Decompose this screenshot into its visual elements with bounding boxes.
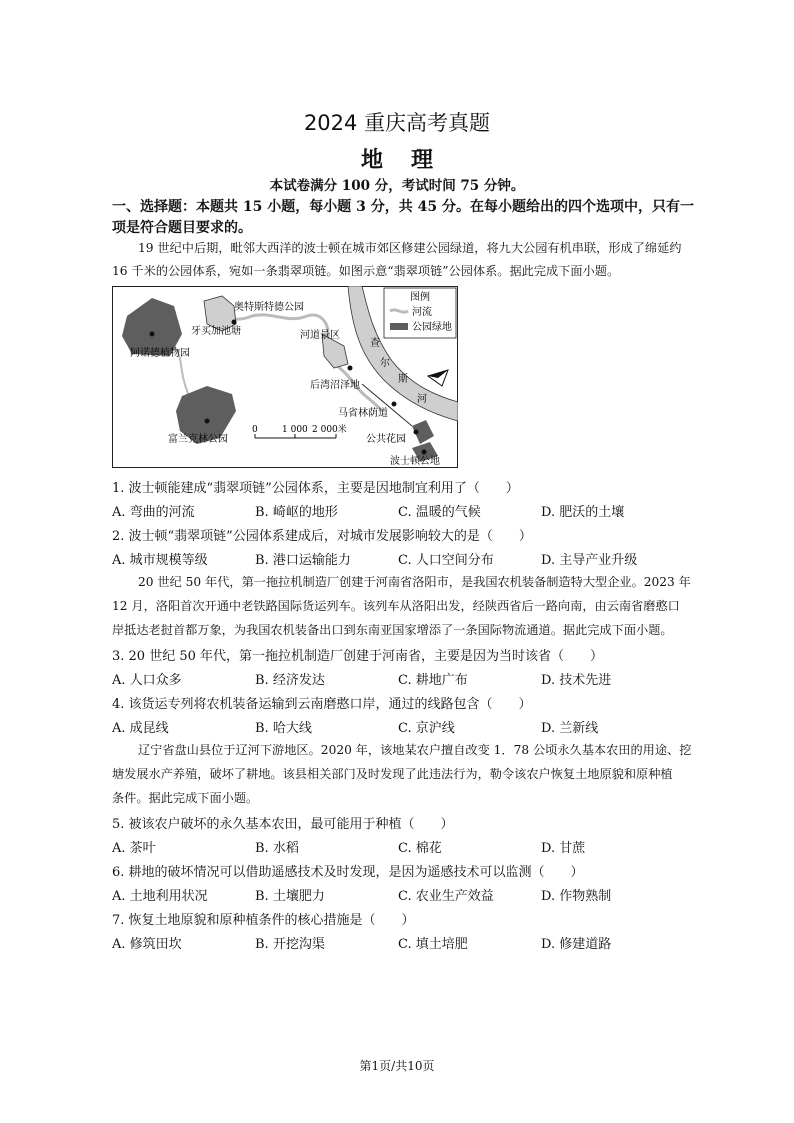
label-riverway: 河道景区 (300, 330, 340, 341)
q5-option-c[interactable]: C. 棉花 (398, 841, 442, 856)
q6-option-b[interactable]: B. 土壤肥力 (255, 889, 325, 904)
q4-stem: 4. 该货运专列将农机装备运输到云南磨憨口岸，通过的线路包含（ ） (112, 697, 532, 712)
section-heading-line2: 项是符合题目要求的。 (112, 220, 252, 236)
q1-option-c[interactable]: C. 温暖的气候 (398, 505, 481, 520)
scale-label-1000: 1 000 (282, 425, 308, 435)
passage1-line2: 16 千米的公园体系，宛如一条翡翠项链。如图示意“翡翠项链”公园体系。据此完成下面小题。 (112, 264, 620, 278)
q2-option-a[interactable]: A. 城市规模等级 (112, 553, 208, 568)
label-franklin: 富兰克林公园 (168, 434, 228, 445)
label-mall: 马省林荫道 (338, 408, 388, 419)
q5-option-b[interactable]: B. 水稻 (255, 841, 299, 856)
q1-option-a[interactable]: A. 弯曲的河流 (112, 505, 195, 520)
legend-park: 公园绿地 (412, 322, 452, 333)
label-jamaica: 牙买加池塘 (191, 326, 241, 337)
exam-title: 2024 重庆高考真题 (303, 111, 491, 135)
q1-option-d[interactable]: D. 肥沃的土壤 (541, 505, 625, 520)
scale-label-0: 0 (252, 425, 258, 435)
q7-option-b[interactable]: B. 开挖沟渠 (255, 937, 325, 952)
section-heading-line1: 一、选择题：本题共 15 小题，每小题 3 分，共 45 分。在每小题给出的四个选项中，只有一 (112, 199, 694, 215)
subject-title: 地理 (360, 147, 461, 173)
passage3-line3: 条件。据此完成下面小题。 (112, 791, 259, 805)
q7-option-c[interactable]: C. 填土培肥 (398, 937, 468, 952)
q4-option-a[interactable]: A. 成昆线 (112, 721, 169, 736)
q2-stem: 2. 波士顿“翡翠项链”公园体系建成后，对城市发展影响较大的是（ ） (112, 529, 532, 544)
label-arnold: 阿诺德植物园 (130, 348, 190, 359)
franklin-dot (205, 419, 210, 424)
q7-stem: 7. 恢复土地原貌和原种植条件的核心措施是（ ） (112, 913, 415, 928)
q6-option-c[interactable]: C. 农业生产效益 (398, 889, 494, 904)
legend-river: 河流 (412, 307, 432, 318)
q7-option-d[interactable]: D. 修建道路 (541, 937, 612, 952)
q2-option-b[interactable]: B. 港口运输能力 (255, 553, 351, 568)
q5-option-d[interactable]: D. 甘蔗 (541, 841, 586, 856)
passage3-line1: 辽宁省盘山县位于辽河下游地区。2020 年，该地某农户擅自改变 1．78 公顷永久基本农田的用途、挖 (138, 743, 692, 757)
q5-stem: 5. 被该农户破坏的永久基本农田，最可能用于种植（ ） (112, 817, 454, 832)
q6-stem: 6. 耕地的破坏情况可以借助遥感技术及时发现，是因为遥感技术可以监测（ ） (112, 865, 584, 880)
legend-title: 图例 (410, 292, 430, 303)
label-olmsted: 奥特斯特德公园 (234, 302, 304, 313)
label-charles-4: 河 (417, 394, 427, 405)
q5-option-a[interactable]: A. 茶叶 (112, 841, 156, 856)
exam-info: 本试卷满分 100 分，考试时间 75 分钟。 (269, 178, 525, 194)
scale-label-2000: 2 000米 (312, 425, 347, 435)
q4-option-b[interactable]: B. 哈大线 (255, 721, 312, 736)
q7-option-a[interactable]: A. 修筑田坎 (112, 937, 182, 952)
backbay-dot (348, 366, 353, 371)
page-number: 第1页/共10页 (359, 1059, 435, 1073)
garden-dot (414, 430, 419, 435)
arnold-dot (150, 332, 155, 337)
q1-stem: 1. 波士顿能建成“翡翠项链”公园体系，主要是因地制宜利用了（ ） (112, 481, 519, 496)
jamaica-dot (232, 320, 237, 325)
q3-option-a[interactable]: A. 人口众多 (112, 673, 182, 688)
passage1-line1: 19 世纪中后期，毗邻大西洋的波士顿在城市郊区修建公园绿道，将九大公园有机串联，形成了绵延约 (138, 241, 682, 255)
common-dot (422, 450, 427, 455)
q3-option-c[interactable]: C. 耕地广布 (398, 673, 468, 688)
q6-option-a[interactable]: A. 土地利用状况 (112, 889, 208, 904)
emerald-necklace-map (112, 286, 458, 468)
q3-option-b[interactable]: B. 经济发达 (255, 673, 325, 688)
q1-option-b[interactable]: B. 崎岖的地形 (255, 505, 338, 520)
q4-option-c[interactable]: C. 京沪线 (398, 721, 455, 736)
q2-option-d[interactable]: D. 主导产业升级 (541, 553, 638, 568)
legend-park-icon (390, 323, 408, 330)
q2-option-c[interactable]: C. 人口空间分布 (398, 553, 494, 568)
label-backbay: 后湾沼泽地 (310, 380, 360, 391)
q4-option-d[interactable]: D. 兰新线 (541, 721, 599, 736)
label-charles-3: 斯 (398, 374, 408, 385)
passage3-line2: 塘发展水产养殖，破坏了耕地。该县相关部门及时发现了此违法行为，勒令该农户恢复土地原貌和原种植 (112, 767, 673, 781)
passage2-line2: 12 月，洛阳首次开通中老铁路国际货运列车。该列车从洛阳出发，经陕西省后一路向南，由云南省磨憨口 (112, 599, 680, 613)
label-charles-2: 尔 (380, 358, 390, 369)
label-boston-common: 波士顿公地 (390, 456, 440, 467)
mall-dot (392, 402, 397, 407)
label-public-garden: 公共花园 (366, 434, 406, 445)
q3-option-d[interactable]: D. 技术先进 (541, 673, 612, 688)
passage2-line3: 岸抵达老挝首都万象，为我国农机装备出口到东南亚国家增添了一条国际物流通道。据此完成下面小题。 (112, 623, 673, 637)
passage2-line1: 20 世纪 50 年代，第一拖拉机制造厂创建于河南省洛阳市，是我国农机装备制造特大型企业。2023 年 (138, 575, 691, 589)
label-charles-1: 查 (370, 338, 380, 349)
q3-stem: 3. 20 世纪 50 年代，第一拖拉机制造厂创建于河南省，主要是因为当时该省（ ） (112, 649, 604, 664)
q6-option-d[interactable]: D. 作物熟制 (541, 889, 612, 904)
